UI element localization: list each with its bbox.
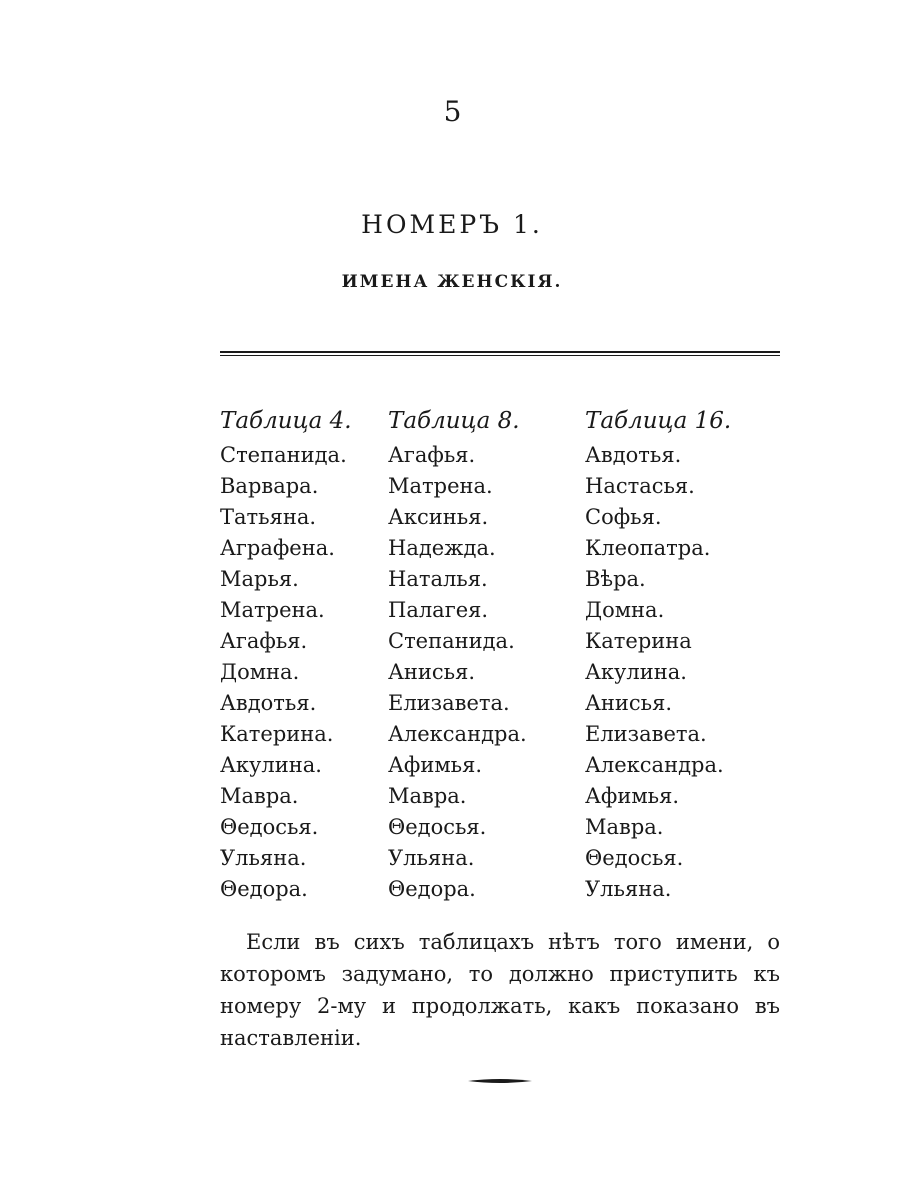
list-item: Θедора. bbox=[388, 877, 476, 901]
list-item: Настасья. bbox=[585, 474, 695, 498]
list-item: Вѣра. bbox=[585, 567, 646, 591]
list-item: Ульяна. bbox=[388, 846, 475, 870]
list-item: Елизавета. bbox=[388, 691, 510, 715]
list-item: Катерина bbox=[585, 629, 692, 653]
divider-rule bbox=[220, 351, 780, 353]
name-list bbox=[220, 440, 352, 905]
name-list bbox=[585, 440, 731, 905]
list-item: Софья. bbox=[585, 505, 662, 529]
table-column-16 bbox=[585, 402, 731, 905]
list-item: Ульяна. bbox=[585, 877, 672, 901]
list-item: Татьяна. bbox=[220, 505, 317, 529]
list-item: Афимья. bbox=[585, 784, 680, 808]
list-item: Наталья. bbox=[388, 567, 488, 591]
list-item: Домна. bbox=[585, 598, 665, 622]
list-item: Θедосья. bbox=[388, 815, 487, 839]
table-column-8 bbox=[388, 402, 527, 905]
list-item: Домна. bbox=[220, 660, 300, 684]
list-item: Палагея. bbox=[388, 598, 489, 622]
table-heading: Таблица 16. bbox=[585, 408, 732, 434]
section-title: НОМЕРЪ 1. bbox=[361, 210, 543, 239]
list-item: Θедора. bbox=[220, 877, 308, 901]
list-item: Степанида. bbox=[220, 443, 347, 467]
page-number: 5 bbox=[443, 95, 462, 128]
list-item: Александра. bbox=[388, 722, 527, 746]
list-item: Аграфена. bbox=[220, 536, 335, 560]
list-item: Мавра. bbox=[220, 784, 299, 808]
list-item: Авдотья. bbox=[585, 443, 682, 467]
name-list bbox=[388, 440, 527, 905]
list-item: Степанида. bbox=[388, 629, 515, 653]
list-item: Мавра. bbox=[388, 784, 467, 808]
table-column-4 bbox=[220, 402, 352, 905]
table-heading: Таблица 4. bbox=[220, 408, 352, 434]
table-heading: Таблица 8. bbox=[388, 408, 520, 434]
list-item: Афимья. bbox=[388, 753, 483, 777]
divider-rule-thin bbox=[220, 355, 780, 356]
list-item: Θедосья. bbox=[585, 846, 684, 870]
list-item: Матрена. bbox=[388, 474, 493, 498]
list-item: Анисья. bbox=[388, 660, 476, 684]
list-item: Варвара. bbox=[220, 474, 319, 498]
list-item: Александра. bbox=[585, 753, 724, 777]
list-item: Надежда. bbox=[388, 536, 496, 560]
list-item: Агафья. bbox=[388, 443, 476, 467]
list-item: Агафья. bbox=[220, 629, 308, 653]
list-item: Акулина. bbox=[220, 753, 322, 777]
list-item: Анисья. bbox=[585, 691, 673, 715]
list-item: Мавра. bbox=[585, 815, 664, 839]
list-item: Матрена. bbox=[220, 598, 325, 622]
list-item: Ульяна. bbox=[220, 846, 307, 870]
list-item: Θедосья. bbox=[220, 815, 319, 839]
list-item: Марья. bbox=[220, 567, 299, 591]
section-subtitle: ИМЕНА ЖЕНСКІЯ. bbox=[341, 272, 563, 292]
instruction-paragraph: Если въ сихъ таблицахъ нѣтъ того имени, о которомъ задумано, то должно приступить къ номеру 2-му и продолжать, какъ показано въ наставленіи. bbox=[220, 930, 780, 1050]
list-item: Катерина. bbox=[220, 722, 334, 746]
list-item: Акулина. bbox=[585, 660, 687, 684]
list-item: Елизавета. bbox=[585, 722, 707, 746]
list-item: Авдотья. bbox=[220, 691, 317, 715]
ornament-divider bbox=[468, 1078, 532, 1084]
list-item: Аксинья. bbox=[388, 505, 489, 529]
list-item: Клеопатра. bbox=[585, 536, 711, 560]
